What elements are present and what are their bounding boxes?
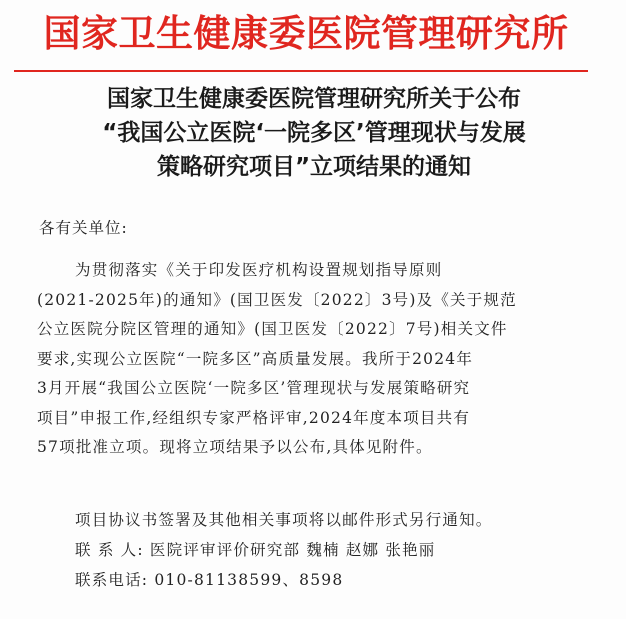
title-line: 策略研究项目”立项结果的通知 (156, 154, 472, 180)
paragraph-line: 为贯彻落实《关于印发医疗机构设置规划指导原则 (75, 261, 443, 279)
salutation: 各有关单位: (39, 219, 128, 237)
paragraph-line: 57项批准立项。现将立项结果予以公布,具体见附件。 (37, 438, 433, 456)
paragraph-line: (2021-2025年)的通知》(国卫医发〔2022〕3号)及《关于规范 (37, 290, 517, 309)
letterhead-title: 国家卫生健康委医院管理研究所 (43, 12, 569, 55)
main-paragraph (37, 256, 557, 463)
notice-line: 项目协议书签署及其他相关事项将以邮件形式另行通知。 (75, 511, 493, 529)
phone-line: 联系电话: 010-81138599、8598 (75, 571, 344, 589)
letterhead-divider (14, 70, 588, 72)
paragraph-line: 3月开展“我国公立医院‘一院多区’管理现状与发展策略研究 (37, 379, 471, 397)
title-line: “我国公立医院‘一院多区’管理现状与发展 (102, 120, 526, 146)
title-line: 国家卫生健康委医院管理研究所关于公布 (107, 86, 521, 112)
paragraph-line: 要求,实现公立医院“一院多区”高质量发展。我所于2024年 (37, 349, 474, 368)
notice-title (40, 82, 588, 184)
paragraph-line: 公立医院分院区管理的通知》(国卫医发〔2022〕7号)相关文件 (37, 320, 508, 338)
salutation-block (37, 216, 557, 241)
closing-block (37, 505, 557, 595)
paragraph-line: 项目”申报工作,经组织专家严格评审,2024年度本项目共有 (37, 408, 471, 427)
contact-line: 联 系 人: 医院评审评价研究部 魏楠 赵娜 张艳丽 (75, 541, 436, 559)
